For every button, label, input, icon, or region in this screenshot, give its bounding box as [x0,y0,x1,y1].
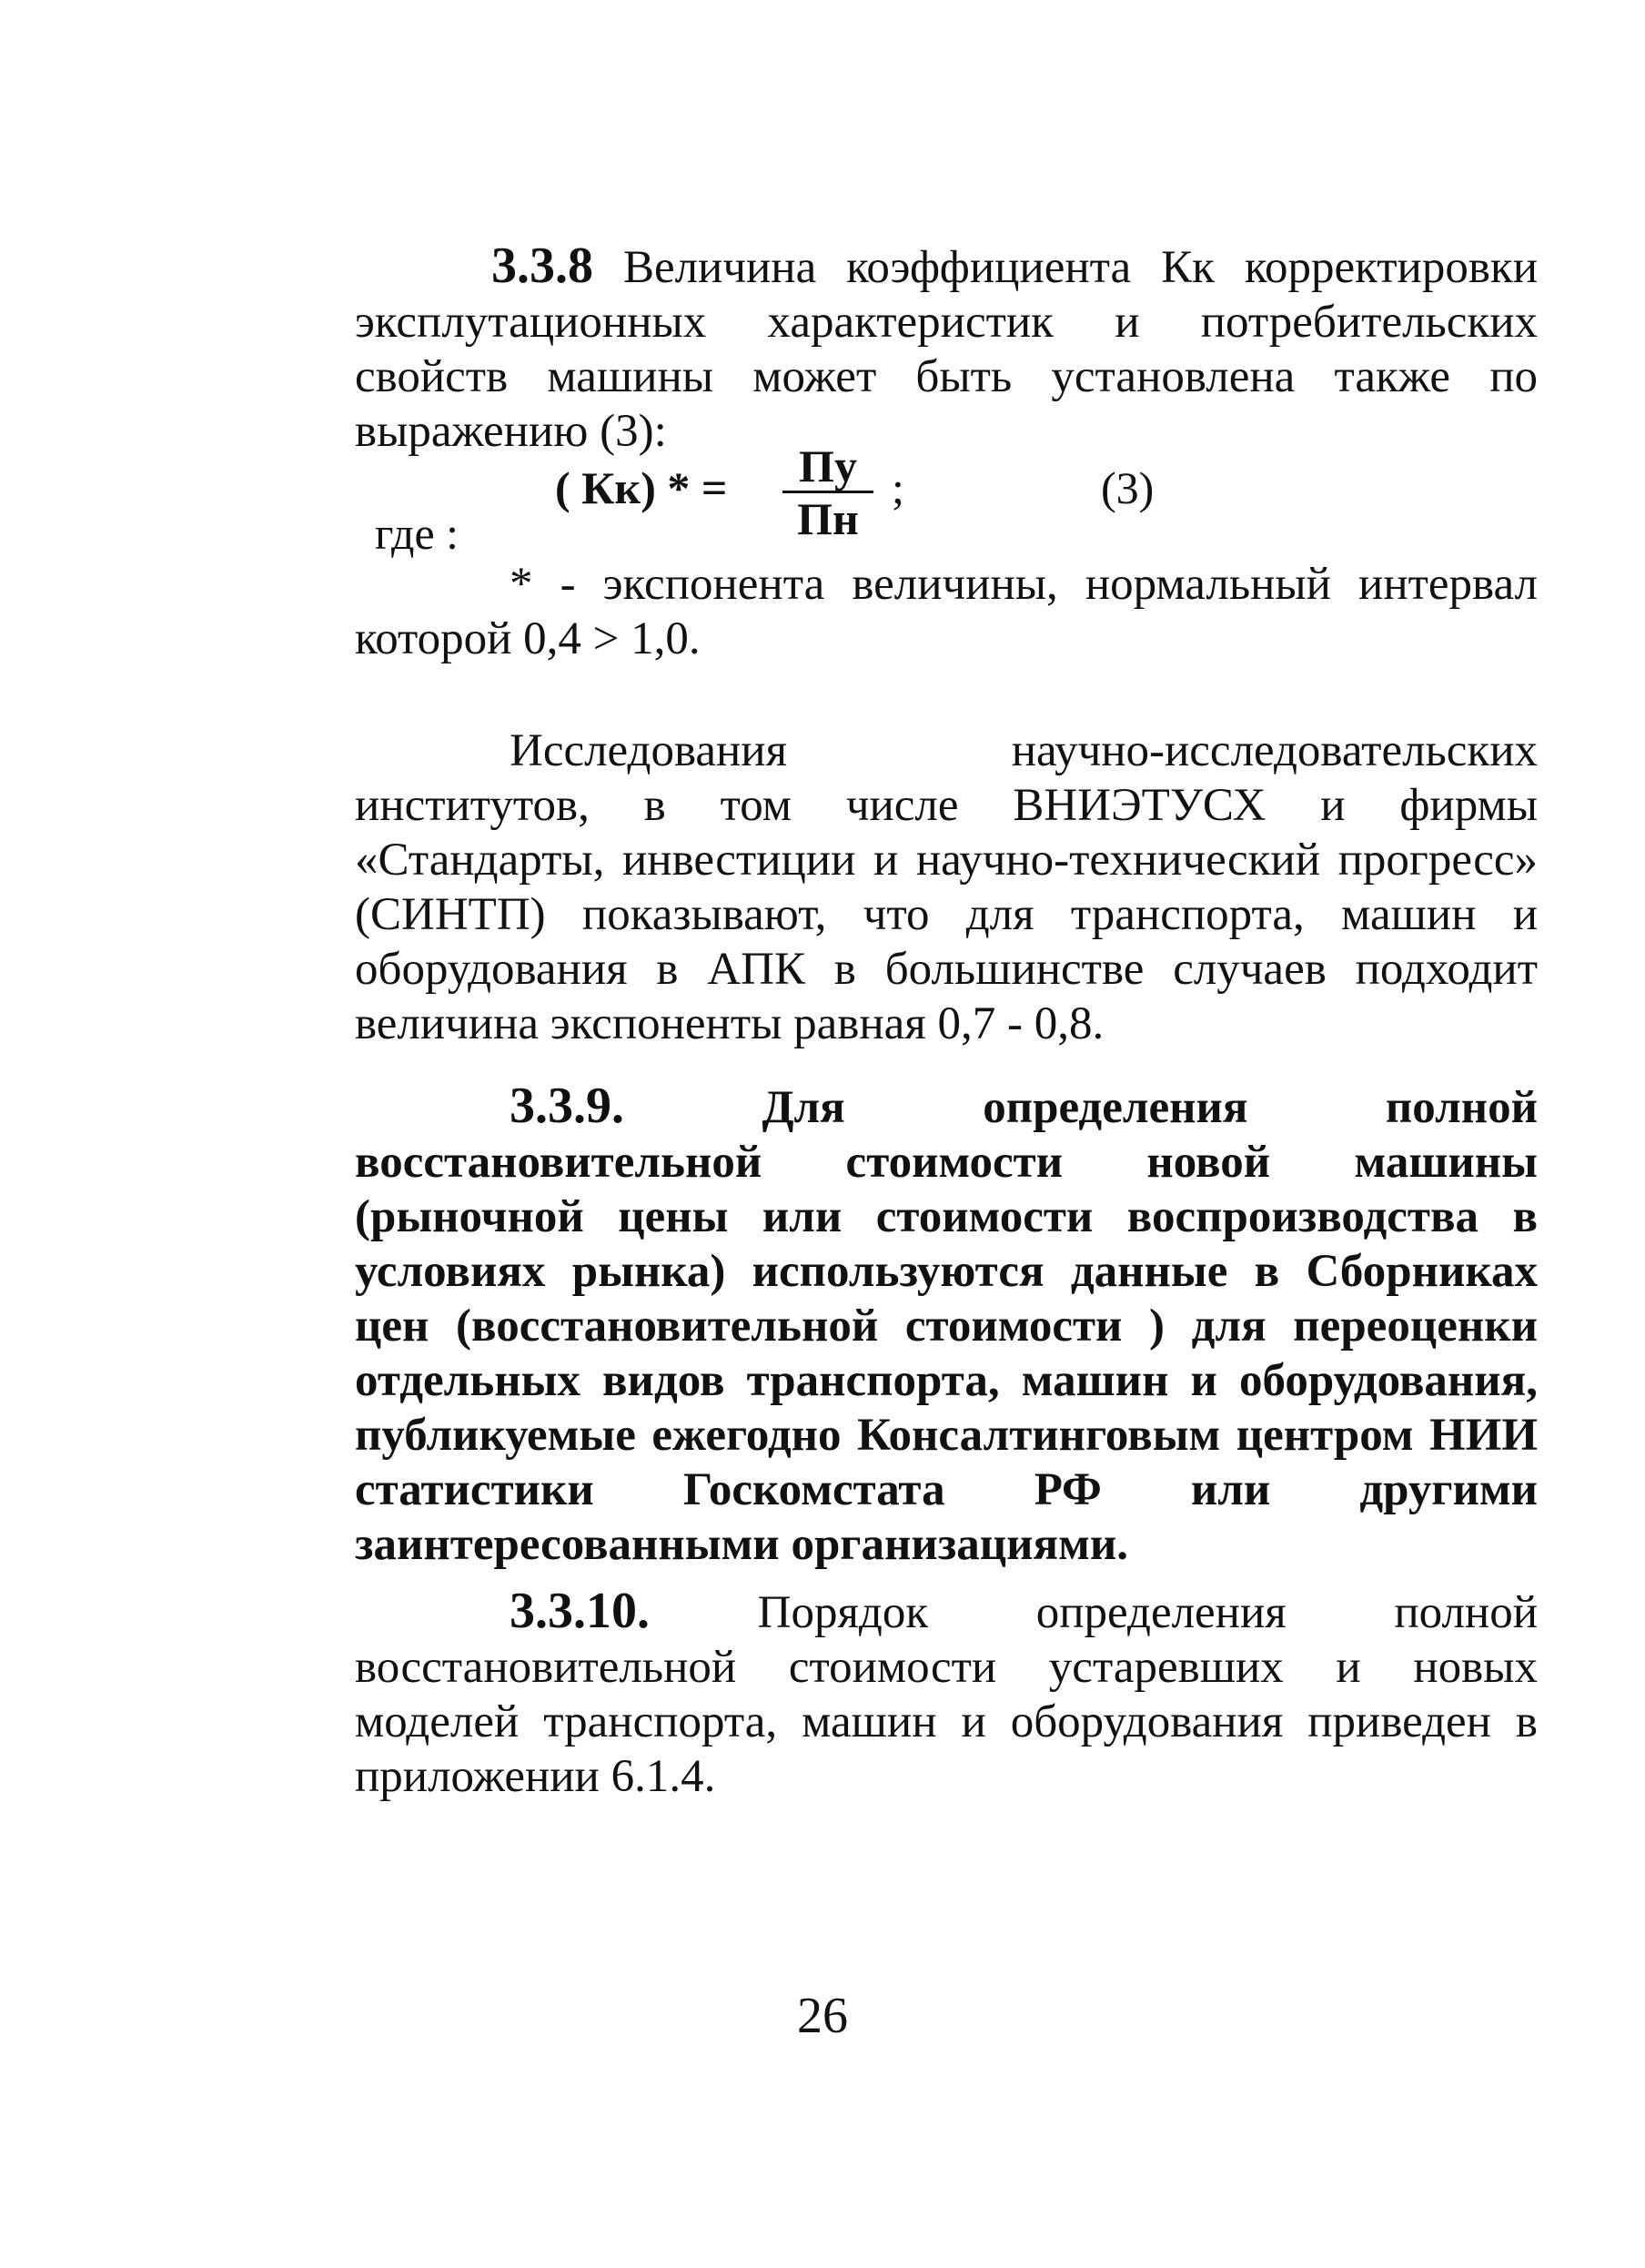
paragraph-3-3-8 [355,238,1538,459]
paragraph-text: Исследования научно-исследовательских институтов, в том числе ВНИЭТУСХ и фирмы «Стандарты, инвестиции и научно-технический прогресс» (СИНТП) показывают, что для транспорта, машин и оборудования в АПК в большинстве случаев подходит величина экспоненты равная 0,7 - 0,8. [355,725,1538,1049]
formula-denominator: Пн [797,493,859,544]
formula-fraction [782,441,873,544]
paragraph-research [355,724,1538,1051]
paragraph-3-3-10 [355,1584,1538,1804]
formula-numerator: Пу [782,441,873,493]
paragraph-text: Величина коэффициента Кк корректировки эксплутационных характеристик и потребительских свойств машины может быть установлена также по выражению (3): [355,242,1538,457]
where-label: где : [375,508,459,559]
section-number: 3.3.8 [491,238,593,294]
section-number: 3.3.10. [510,1583,650,1639]
formula-number: (3) [1101,462,1155,513]
paragraph-text: * - экспонента величины, нормальный интервал которой 0,4 > 1,0. [355,559,1538,664]
formula-separator: ; [892,462,904,513]
paragraph-exponent-note [355,557,1538,666]
paragraph-3-3-9 [355,1078,1538,1572]
paragraph-text: Для определения полной восстановительной стоимости новой машины (рыночной цены или стоимости воспроизводства в условиях рынка) используются данные в Сборниках цен (восстановительной стоимости ) для переоценки отдельных видов транспорта, машин и оборудования, публикуемые ежегодно Консалтинговым центром НИИ статистики Госкомстата РФ или другими заинтересованными организациями. [355,1082,1538,1570]
formula-lhs: ( Кк) * = [555,462,728,513]
section-number: 3.3.9. [510,1078,624,1134]
paragraph-text: Порядок определения полной восстановительной стоимости устаревших и новых моделей транспорта, машин и оборудования приведен в приложении 6.1.4. [355,1587,1538,1802]
page-number: 26 [797,1988,848,2044]
